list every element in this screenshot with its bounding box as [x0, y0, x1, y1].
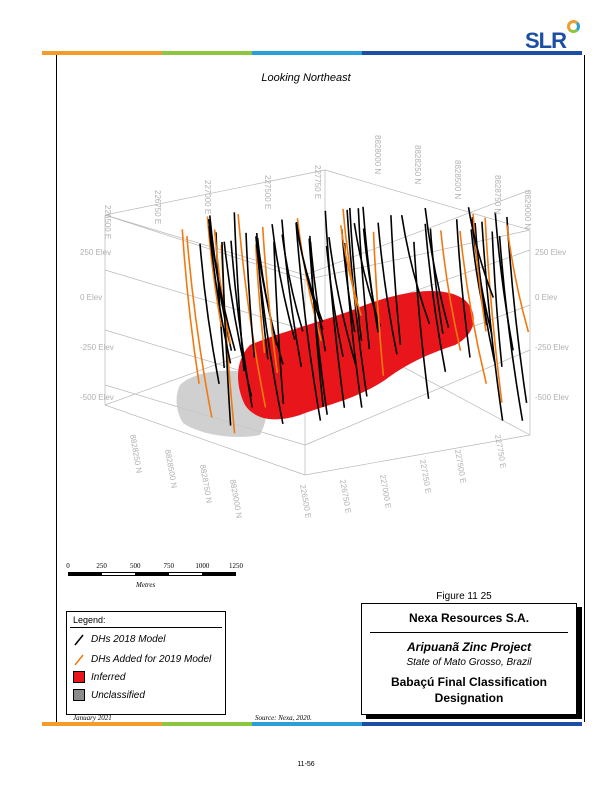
view-title: Looking Northeast — [261, 72, 351, 84]
project-location: State of Mato Grosso, Brazil — [406, 657, 532, 668]
scale-tick-label: 500 — [129, 562, 141, 570]
logo-mark-icon — [567, 20, 580, 33]
black-line-icon — [73, 633, 85, 645]
bottom-easting-label: 227500 E — [453, 448, 468, 485]
bottom-northing-label: 8828500 N — [163, 448, 179, 489]
top-northing-label: 8828000 N — [373, 135, 382, 175]
elev-left-label: 250 Elev — [80, 248, 112, 257]
legend-title: Legend: — [73, 615, 106, 625]
drillhole-2019 — [507, 225, 529, 332]
scale-tick-label: 1250 — [229, 562, 243, 570]
grid-line — [105, 170, 325, 215]
logo-text: SLR — [525, 28, 566, 53]
scale-bar-segments — [68, 572, 236, 576]
bottom-easting-label: 227250 E — [418, 458, 433, 495]
red-swatch-icon — [73, 671, 85, 683]
scale-tick-label: 0 — [66, 562, 70, 570]
top-easting-label: 227750 E — [313, 165, 322, 200]
project-name: Aripuanã Zinc Project — [406, 640, 532, 654]
title-block — [361, 603, 577, 715]
legend-item-unclassified: Unclassified — [73, 688, 145, 702]
scale-bar — [64, 562, 244, 592]
bottom-northing-label: 8829000 N — [228, 478, 244, 519]
bottom-easting-label: 227000 E — [378, 473, 393, 510]
top-easting-label: 226750 E — [153, 190, 162, 225]
scale-units: Metres — [136, 581, 156, 589]
drillhole-3d-view — [80, 105, 569, 565]
elev-left-label: 0 Elev — [80, 293, 103, 302]
orange-line-icon — [73, 653, 85, 665]
figure-label: Figure 11 25 — [436, 591, 492, 602]
top-easting-label: 227000 E — [203, 180, 212, 215]
elev-right-label: -500 Elev — [535, 393, 569, 402]
bottom-northing-label: 8828750 N — [198, 463, 214, 504]
elev-right-label: 250 Elev — [535, 248, 567, 257]
legend-item-dh-2018: DHs 2018 Model — [73, 632, 165, 646]
top-northing-label: 8828750 N — [493, 175, 502, 215]
elev-right-label: 0 Elev — [535, 293, 558, 302]
scale-tick-label: 750 — [163, 562, 175, 570]
footer-rule — [42, 722, 582, 726]
top-northing-label: 8828500 N — [453, 160, 462, 200]
slr-logo — [525, 20, 585, 53]
elev-left-label: -500 Elev — [80, 393, 114, 402]
page-number: 11-56 — [297, 761, 315, 768]
scale-tick-label: 1000 — [195, 562, 210, 570]
legend — [66, 611, 226, 715]
top-northing-label: 8829000 N — [523, 190, 532, 230]
bottom-easting-label: 227750 E — [493, 433, 508, 470]
grid-line — [305, 230, 530, 280]
legend-item-dh-2019: DHs Added for 2019 Model — [73, 652, 211, 666]
elev-right-label: -250 Elev — [535, 343, 569, 352]
bottom-easting-label: 226500 E — [298, 483, 313, 520]
legend-item-inferred: Inferred — [73, 670, 125, 684]
scale-tick-label: 250 — [96, 562, 107, 570]
top-easting-label: 227500 E — [263, 175, 272, 210]
elev-left-label: -250 Elev — [80, 343, 114, 352]
bottom-easting-label: 226750 E — [338, 478, 353, 515]
gray-swatch-icon — [73, 689, 85, 701]
company-name: Nexa Resources S.A. — [408, 611, 530, 625]
bottom-northing-label: 8828250 N — [128, 433, 144, 474]
footer-date: January 2021 — [73, 714, 112, 722]
footer-source: Source: Nexa, 2020. — [255, 714, 312, 722]
drillhole-2019 — [182, 229, 199, 383]
figure-description: Babaçú Final Classification Designation — [390, 675, 548, 705]
top-easting-label: 226500 E — [103, 205, 112, 240]
top-northing-label: 8828250 N — [413, 145, 422, 185]
